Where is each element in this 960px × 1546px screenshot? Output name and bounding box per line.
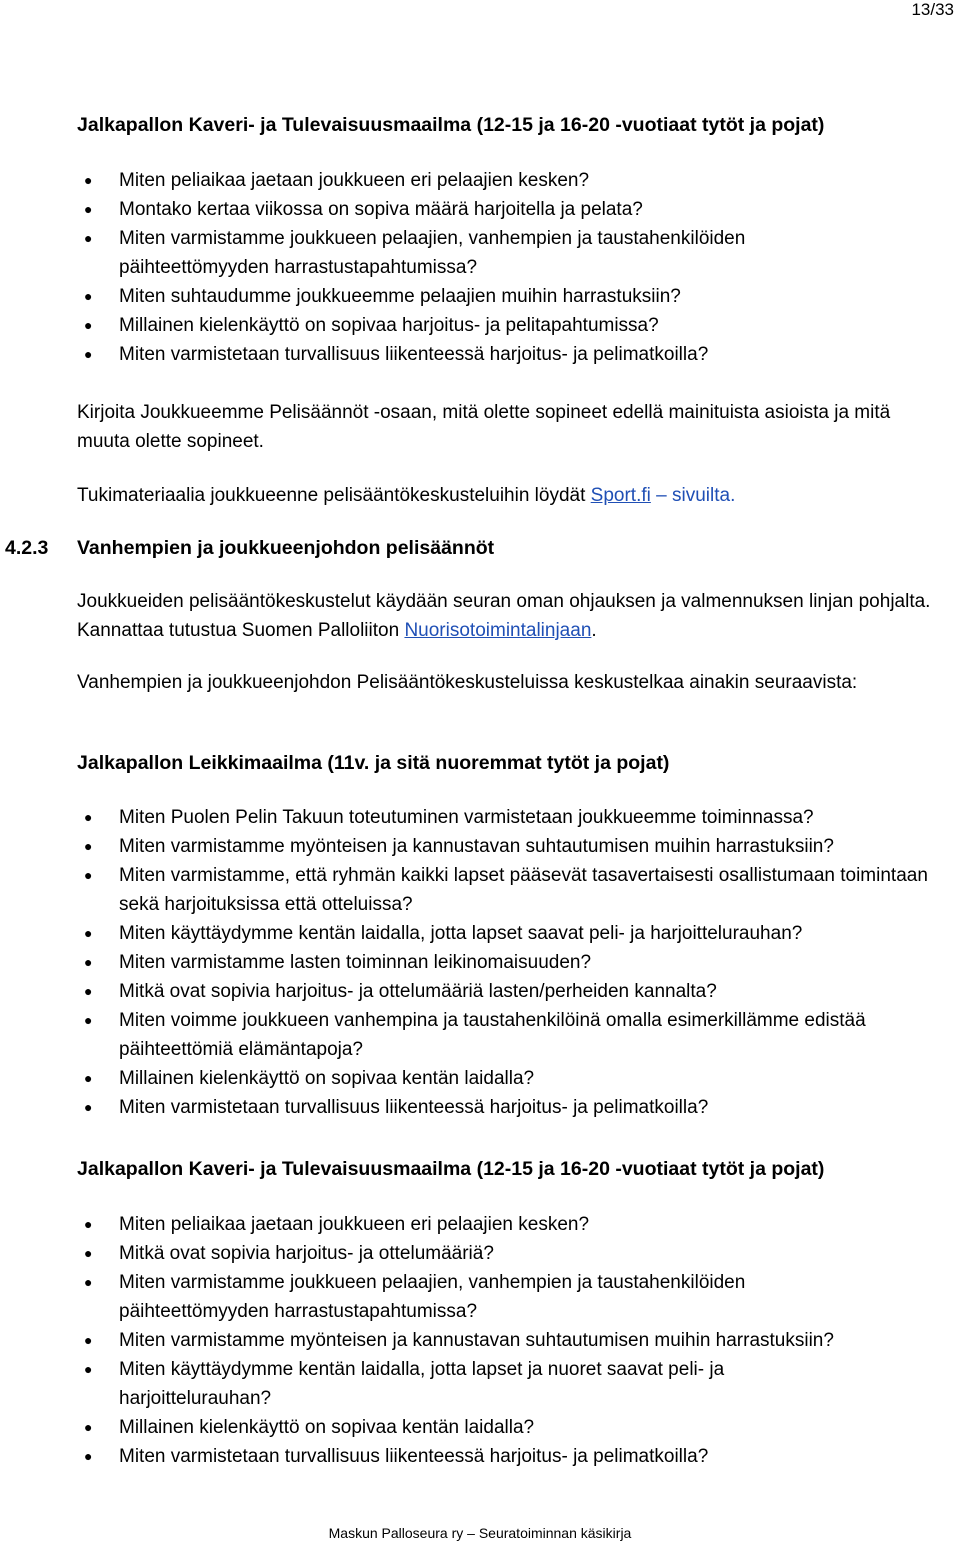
bullet-icon: ● [84,288,93,304]
bullet-icon: ● [84,1419,93,1435]
bullet-icon: ● [84,1332,93,1348]
list-item: ● Miten peliaikaa jaetaan joukkueen eri pelaajien kesken? [0,1210,960,1239]
list-item: ● Miten suhtaudumme joukkueemme pelaajien muihin harrastuksiin? [0,282,960,311]
list-item: ● Miten varmistetaan turvallisuus liikenteessä harjoitus- ja pelimatkoilla? [0,1093,960,1122]
list-item: ● Miten käyttäydymme kentän laidalla, jotta lapset saavat peli- ja harjoittelurauhan? [0,919,960,948]
nuorisotoimintalinja-link[interactable]: Nuorisotoimintalinjaan [404,620,592,641]
bullet-icon: ● [84,1274,93,1290]
bullet-icon: ● [84,1216,93,1232]
bullet-icon: ● [84,317,93,333]
bullet-icon: ● [84,925,93,941]
list-item: ● Miten varmistamme myönteisen ja kannustavan suhtautumisen muihin harrastuksiin? [0,832,960,861]
block3-heading: Jalkapallon Kaveri- ja Tulevaisuusmaailma (12-15 ja 16-20 -vuotiaat tytöt ja pojat) [77,1158,825,1180]
block2-heading: Jalkapallon Leikkimaailma (11v. ja sitä nuoremmat tytöt ja pojat) [77,752,670,774]
bullet-icon: ● [84,1448,93,1464]
block2-list [0,803,960,1122]
list-item: ● Miten varmistamme, että ryhmän kaikki lapset pääsevät tasavertaisesti osallistumaan toimintaan sekä harjoituksissa että otteluissa? [0,861,960,919]
list-item: ● Millainen kielenkäyttö on sopivaa kentän laidalla? [0,1413,960,1442]
sport-fi-link[interactable]: Sport.fi [590,485,651,506]
list-item: ● Miten käyttäydymme kentän laidalla, jotta lapset ja nuoret saavat peli- ja harjoittelurauhan? [0,1355,960,1413]
block1-heading: Jalkapallon Kaveri- ja Tulevaisuusmaailma (12-15 ja 16-20 -vuotiaat tytöt ja pojat) [77,114,825,136]
bullet-icon: ● [84,1099,93,1115]
section-title: Vanhempien ja joukkueenjohdon pelisäännöt [77,537,495,559]
list-item: ● Miten varmistamme lasten toiminnan leikinomaisuuden? [0,948,960,977]
bullet-icon: ● [84,201,93,217]
page-number: 13/33 [911,0,954,19]
instruction-paragraph: Kirjoita Joukkueemme Pelisäännöt -osaan, mitä olette sopineet edellä mainituista asioista ja mitä muuta olette sopineet. [77,402,891,452]
bullet-icon: ● [84,954,93,970]
support-tail: – sivuilta. [650,485,736,506]
bullet-icon: ● [84,809,93,825]
bullet-icon: ● [84,1012,93,1028]
bullet-icon: ● [84,172,93,188]
bullet-icon: ● [84,1245,93,1261]
list-item: ● Miten peliaikaa jaetaan joukkueen eri pelaajien kesken? [0,166,960,195]
list-item: ● Millainen kielenkäyttö on sopivaa kentän laidalla? [0,1064,960,1093]
list-item: ● Miten varmistamme joukkueen pelaajien, vanhempien ja taustahenkilöiden päihteettömyyden harrastustapahtumissa? [0,224,960,282]
bullet-icon: ● [84,983,93,999]
bullet-icon: ● [84,346,93,362]
section-number: 4.2.3 [5,537,49,559]
list-item: ● Millainen kielenkäyttö on sopivaa harjoitus- ja pelitapahtumissa? [0,311,960,340]
bullet-icon: ● [84,1361,93,1377]
bullet-icon: ● [84,838,93,854]
block1-list [0,166,960,369]
list-item: ● Miten varmistetaan turvallisuus liikenteessä harjoitus- ja pelimatkoilla? [0,1442,960,1471]
discuss-paragraph: Vanhempien ja joukkueenjohdon Pelisääntökeskusteluissa keskustelkaa ainakin seuraavista: [77,672,858,693]
list-item: ● Miten Puolen Pelin Takuun toteutuminen varmistetaan joukkueemme toiminnassa? [0,803,960,832]
bullet-icon: ● [84,1070,93,1086]
page-footer: Maskun Palloseura ry – Seuratoiminnan käsikirja [328,1525,632,1541]
support-paragraph: Tukimateriaalia joukkueenne pelisääntökeskusteluihin löydät Sport.fi – sivuilta. [77,485,736,506]
list-item: ● Miten varmistamme joukkueen pelaajien, vanhempien ja taustahenkilöiden päihteettömyyden harrastustapahtumissa? [0,1268,960,1326]
list-item: ● Miten voimme joukkueen vanhempina ja taustahenkilöinä omalla esimerkillämme edistää päihteettömiä elämäntapoja? [0,1006,960,1064]
bullet-icon: ● [84,867,93,883]
bullet-icon: ● [84,230,93,246]
block3-list [0,1210,960,1471]
list-item: ● Mitkä ovat sopivia harjoitus- ja ottelumääriä lasten/perheiden kannalta? [0,977,960,1006]
list-item: ● Miten varmistetaan turvallisuus liikenteessä harjoitus- ja pelimatkoilla? [0,340,960,369]
list-item: ● Montako kertaa viikossa on sopiva määrä harjoitella ja pelata? [0,195,960,224]
list-item: ● Miten varmistamme myönteisen ja kannustavan suhtautumisen muihin harrastuksiin? [0,1326,960,1355]
list-item: ● Mitkä ovat sopivia harjoitus- ja ottelumääriä? [0,1239,960,1268]
intro-paragraph: Joukkueiden pelisääntökeskustelut käydään seuran oman ohjauksen ja valmennuksen linjan pohjalta. Kannattaa tutustua Suomen Palloliiton Nuorisotoimintalinjaan. [77,591,931,641]
